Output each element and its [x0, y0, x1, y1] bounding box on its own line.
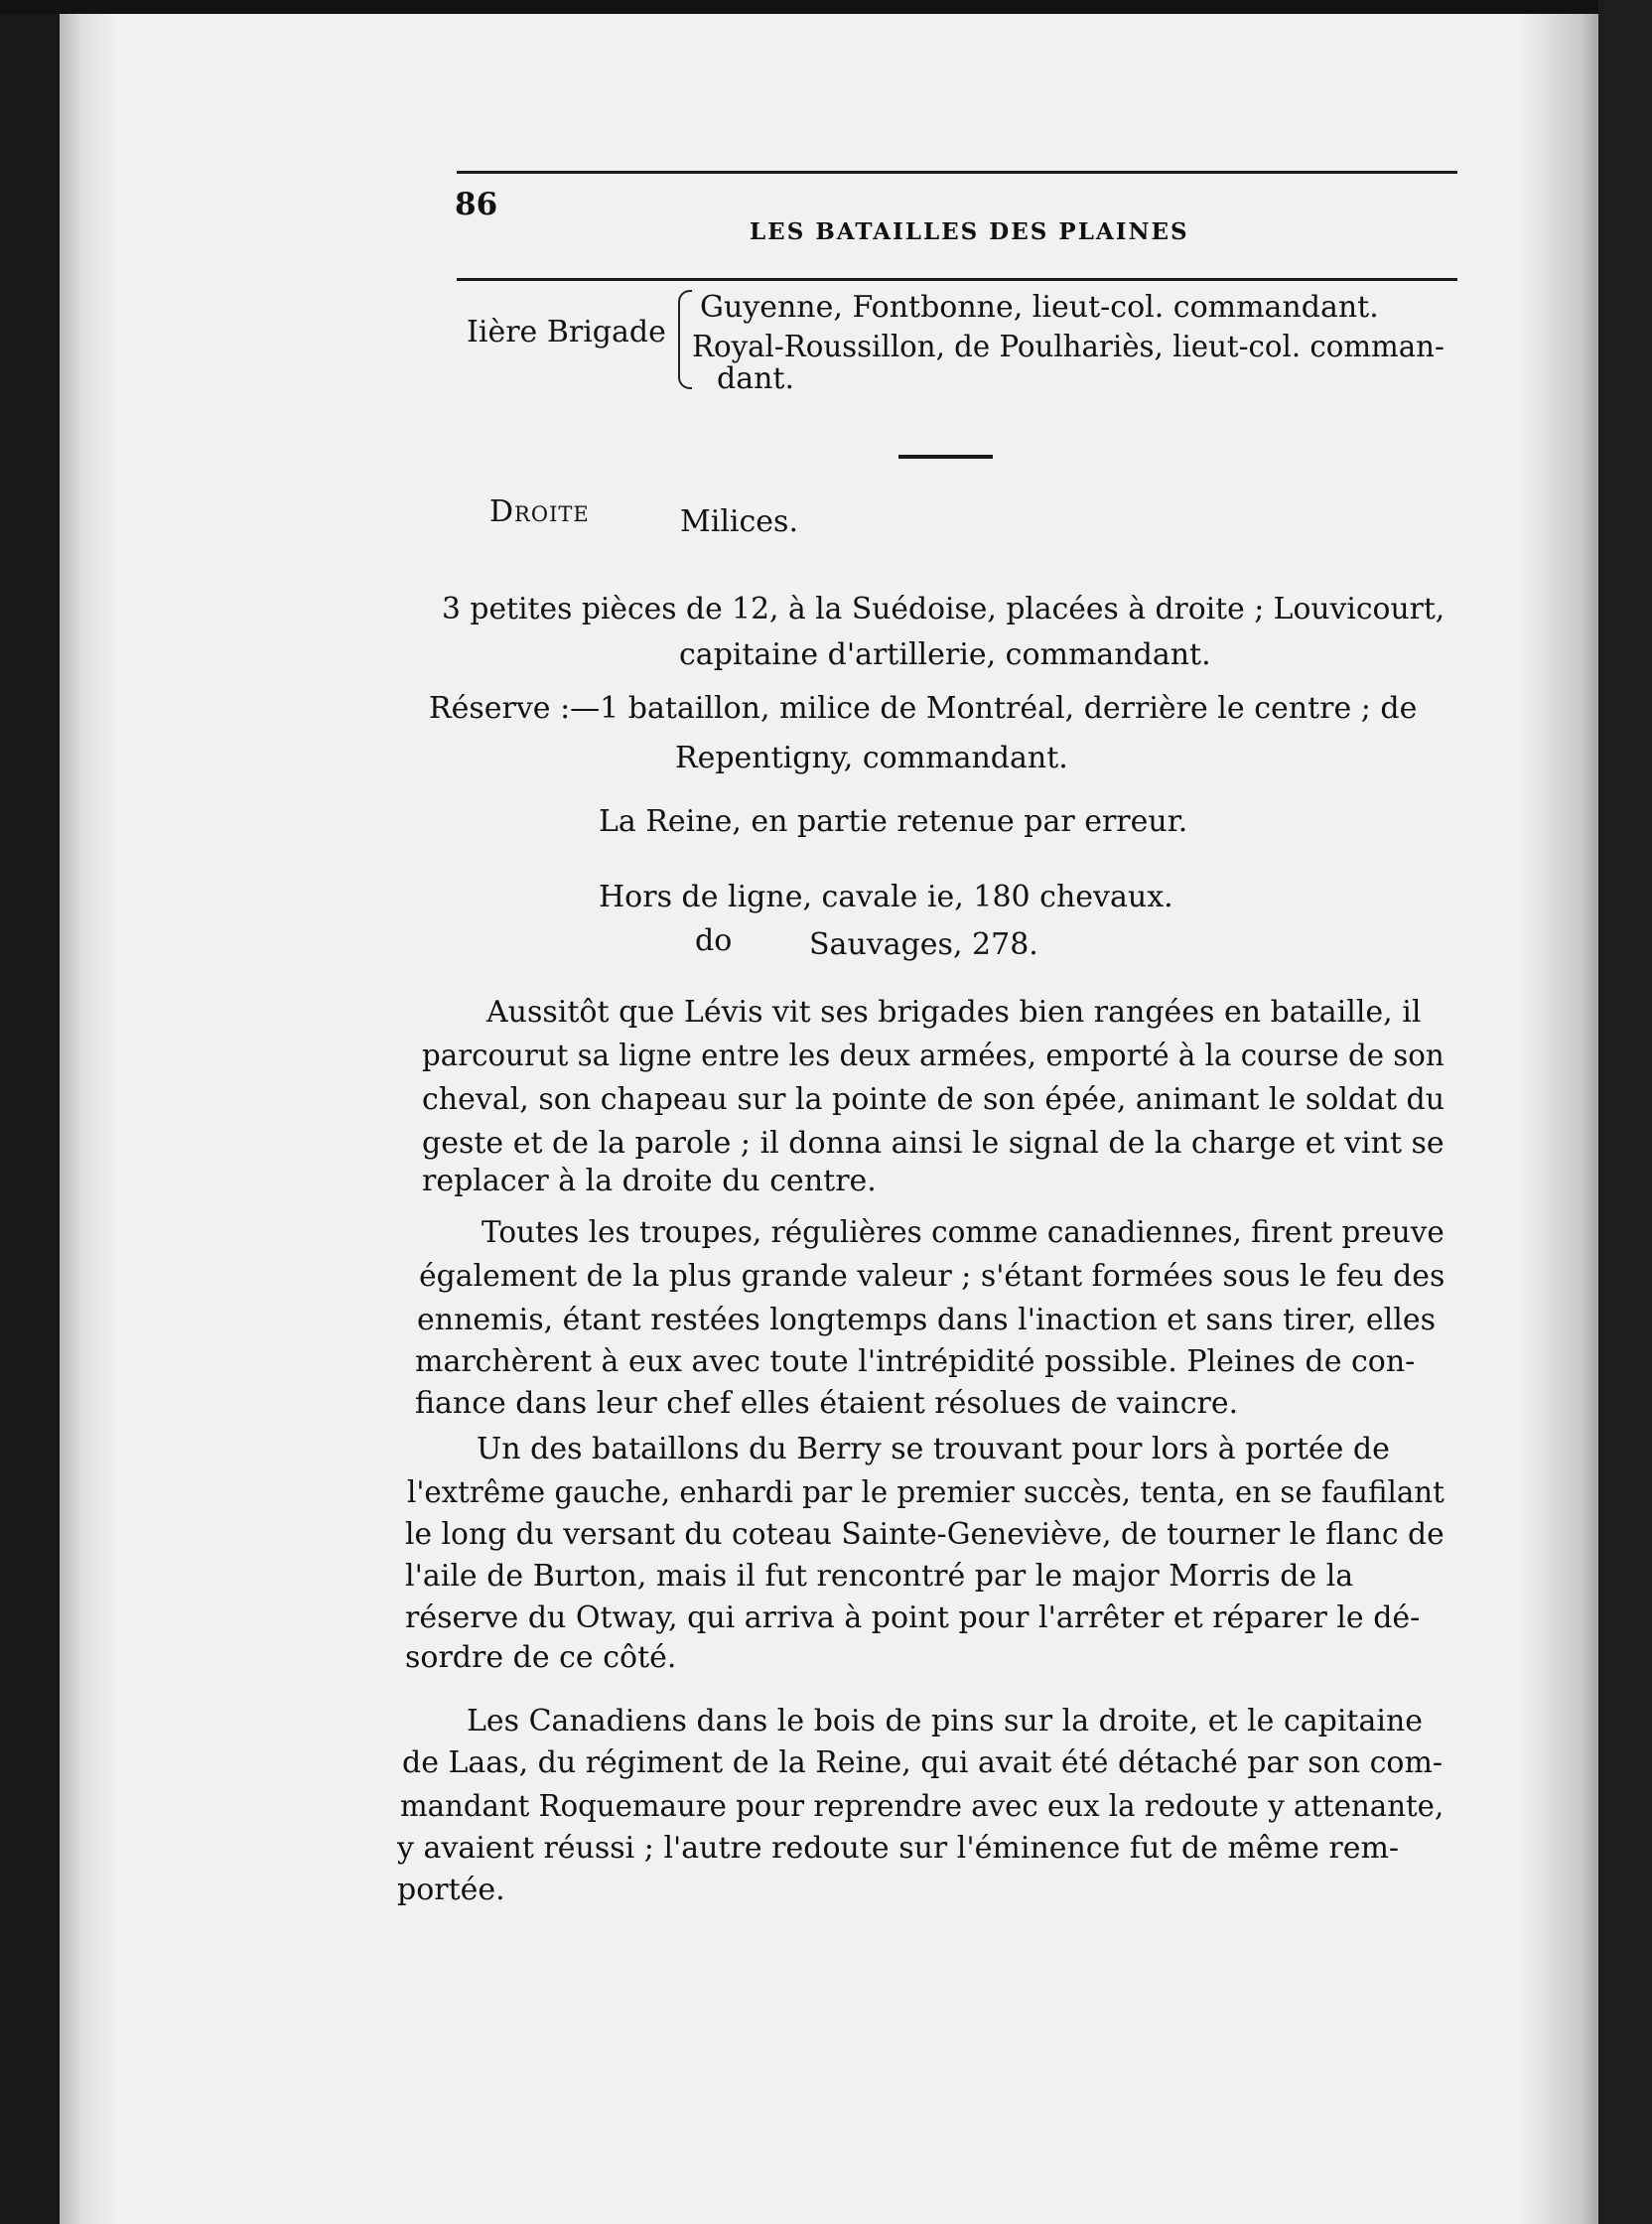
- paragraph-2-line-3: ennemis, étant restées longtemps dans l'inaction et sans tirer, elles: [417, 1303, 1437, 1337]
- paragraph-4-line-3: mandant Roquemaure pour reprendre avec eux la redoute y attenante,: [400, 1789, 1445, 1824]
- paragraph-1-line-4: geste et de la parole ; il donna ainsi le signal de la charge et vint se: [422, 1126, 1445, 1161]
- droite-text: Milices.: [680, 504, 798, 539]
- page-right-shadow: [1519, 14, 1606, 2224]
- paragraph-3-line-2: l'extrême gauche, enhardi par le premier succès, tenta, en se faufilant: [407, 1475, 1445, 1510]
- paragraph-4-line-1: Les Canadiens dans le bois de pins sur la droite, et le capitaine: [467, 1704, 1424, 1738]
- artillery-line-1: 3 petites pièces de 12, à la Suédoise, placées à droite ; Louvicourt,: [442, 592, 1446, 626]
- paragraph-3-line-5: réserve du Otway, qui arriva à point pour l'arrêter et réparer le dé-: [405, 1600, 1421, 1635]
- reserve-line-2: Repentigny, commandant.: [675, 741, 1068, 775]
- paragraph-4-line-2: de Laas, du régiment de la Reine, qui avait été détaché par son com-: [402, 1745, 1444, 1780]
- reine-line: La Reine, en partie retenue par erreur.: [599, 804, 1188, 839]
- do-label: do: [695, 923, 733, 958]
- paragraph-1-line-2: parcourut sa ligne entre les deux armées, emporté à la course de son: [422, 1039, 1445, 1073]
- paragraph-2-line-5: fiance dans leur chef elles étaient résolues de vaincre.: [415, 1386, 1239, 1421]
- reserve-line-1: Réserve :—1 bataillon, milice de Montréal, derrière le centre ; de: [429, 691, 1418, 726]
- paragraph-2-line-2: également de la plus grande valeur ; s'étant formées sous le feu des: [419, 1259, 1446, 1294]
- brigade-brace: [678, 290, 692, 389]
- paragraph-1-line-3: cheval, son chapeau sur la pointe de son épée, animant le soldat du: [422, 1082, 1446, 1117]
- brigade-label: Iière Brigade: [467, 315, 666, 349]
- running-title: LES BATAILLES DES PLAINES: [750, 218, 1189, 245]
- paragraph-4-line-5: portée.: [397, 1873, 505, 1907]
- page-number: 86: [455, 187, 498, 222]
- paragraph-4-line-4: y avaient réussi ; l'autre redoute sur l'éminence fut de même rem-: [397, 1831, 1400, 1866]
- paragraph-2-line-4: marchèrent à eux avec toute l'intrépidité possible. Pleines de con-: [415, 1344, 1416, 1379]
- artillery-line-2: capitaine d'artillerie, commandant.: [679, 637, 1211, 672]
- paragraph-3-line-1: Un des bataillons du Berry se trouvant pour lors à portée de: [477, 1432, 1390, 1466]
- paragraph-3-line-6: sordre de ce côté.: [405, 1640, 677, 1675]
- do-text: Sauvages, 278.: [809, 927, 1038, 962]
- scan-top-border: [0, 0, 1652, 14]
- header-rule-bottom: [457, 278, 1457, 281]
- hors-ligne-line: Hors de ligne, cavale ie, 180 chevaux.: [599, 880, 1173, 914]
- droite-label: Droite: [489, 494, 590, 529]
- brigade-line-2: Royal-Roussillon, de Poulhariès, lieut-col. comman-: [692, 330, 1445, 364]
- paragraph-3-line-4: l'aile de Burton, mais il fut rencontré par le major Morris de la: [405, 1559, 1354, 1594]
- paragraph-1-line-1: Aussitôt que Lévis vit ses brigades bien rangées en bataille, il: [486, 995, 1422, 1030]
- paragraph-1-line-5: replacer à la droite du centre.: [422, 1164, 877, 1198]
- header-rule-top: [457, 171, 1457, 174]
- page-gutter-shadow: [60, 14, 114, 2224]
- paragraph-2-line-1: Toutes les troupes, régulières comme canadiennes, firent preuve: [482, 1215, 1445, 1250]
- brigade-line-1: Guyenne, Fontbonne, lieut-col. commandant.: [700, 290, 1379, 325]
- scan-right-border: [1598, 0, 1652, 2224]
- brigade-line-3: dant.: [717, 361, 795, 396]
- paragraph-3-line-3: le long du versant du coteau Sainte-Geneviève, de tourner le flanc de: [405, 1517, 1445, 1552]
- section-separator: [898, 455, 993, 459]
